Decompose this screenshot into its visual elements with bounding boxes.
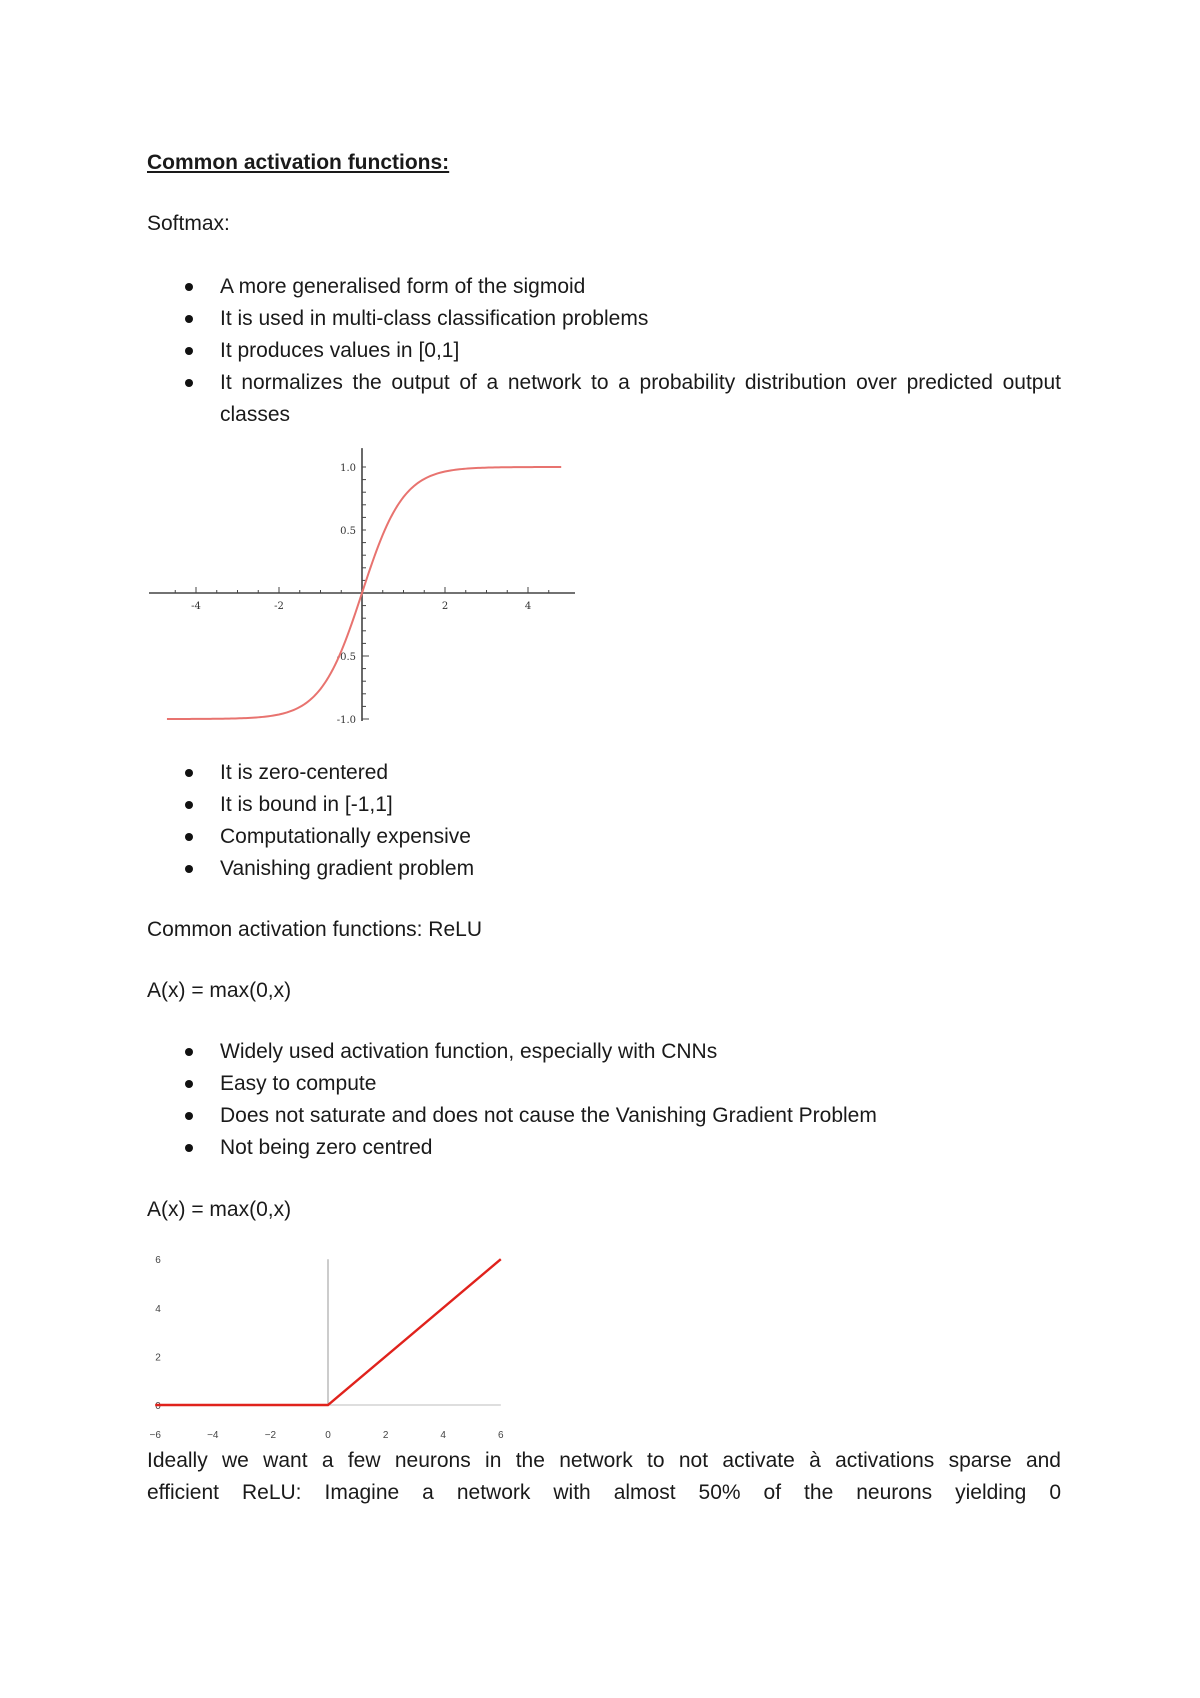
x-tick-label: −2: [264, 1430, 277, 1441]
bullet-icon: [185, 1048, 193, 1056]
y-tick-label: -1.0: [336, 715, 356, 726]
list-item: Does not saturate and does not cause the Vanishing Gradient Problem: [147, 1100, 1061, 1132]
softmax-heading: Softmax:: [147, 212, 230, 235]
relu-bullet-list: [147, 1036, 1061, 1164]
y-tick-label: 2: [155, 1352, 161, 1364]
y-tick-label: 1.0: [340, 463, 356, 474]
bullet-icon: [185, 865, 193, 873]
y-tick-label: -0.5: [336, 652, 356, 663]
y-tick-label: 0.5: [340, 526, 356, 537]
relu-formula: A(x) = max(0,x): [147, 979, 292, 1002]
list-item: It is bound in [-1,1]: [147, 789, 1061, 821]
list-item: Widely used activation function, especially with CNNs: [147, 1036, 1061, 1068]
softmax-bullet-list: [147, 271, 1061, 431]
y-tick-label: 0: [155, 1401, 161, 1412]
bullet-icon: [185, 833, 193, 841]
bullet-icon: [185, 801, 193, 809]
list-item: Easy to compute: [147, 1068, 1061, 1100]
list-item: Not being zero centred: [147, 1132, 1061, 1164]
y-tick-label: 6: [155, 1255, 161, 1267]
x-tick-label: −6: [149, 1430, 161, 1441]
x-tick-label: -4: [191, 601, 201, 612]
relu-line: [155, 1259, 501, 1405]
softmax-properties-list: [147, 757, 1061, 885]
bullet-icon: [185, 1112, 193, 1120]
x-tick-label: 4: [440, 1430, 446, 1441]
list-item: It is zero-centered: [147, 757, 1061, 789]
bullet-icon: [185, 347, 193, 355]
list-item: A more generalised form of the sigmoid: [147, 271, 1061, 303]
x-tick-label: -2: [274, 601, 284, 612]
x-tick-label: 2: [441, 601, 449, 612]
page-title: Common activation functions:: [147, 151, 450, 174]
bullet-icon: [185, 315, 193, 323]
bullet-icon: [185, 283, 193, 291]
x-tick-label: 0: [325, 1430, 331, 1441]
bullet-icon: [185, 769, 193, 777]
list-item: It produces values in [0,1]: [147, 335, 1061, 367]
x-tick-label: 2: [382, 1430, 389, 1441]
list-item: It normalizes the output of a network to a probability distribution over predicted output classes: [147, 367, 1061, 431]
paragraph-line: Ideally we want a few neurons in the network to not activate à activations sparse and: [147, 1449, 1061, 1472]
list-item: Computationally expensive: [147, 821, 1061, 853]
tanh-curve: [167, 467, 561, 719]
x-tick-label: 6: [498, 1430, 504, 1441]
y-tick-label: 4: [155, 1303, 161, 1315]
bullet-icon: [185, 1144, 193, 1152]
x-tick-label: 4: [524, 601, 532, 612]
relu-paragraph: [147, 1445, 1061, 1509]
bullet-icon: [185, 1080, 193, 1088]
list-item: Vanishing gradient problem: [147, 853, 1061, 885]
relu-formula-2: A(x) = max(0,x): [147, 1198, 292, 1221]
paragraph-line: efficient ReLU: Imagine a network with almost 50% of the neurons yielding 0: [147, 1481, 1061, 1504]
relu-heading: Common activation functions: ReLU: [147, 918, 482, 941]
list-item: It is used in multi-class classification problems: [147, 303, 1061, 335]
x-tick-label: −4: [207, 1430, 219, 1441]
bullet-icon: [185, 379, 193, 387]
